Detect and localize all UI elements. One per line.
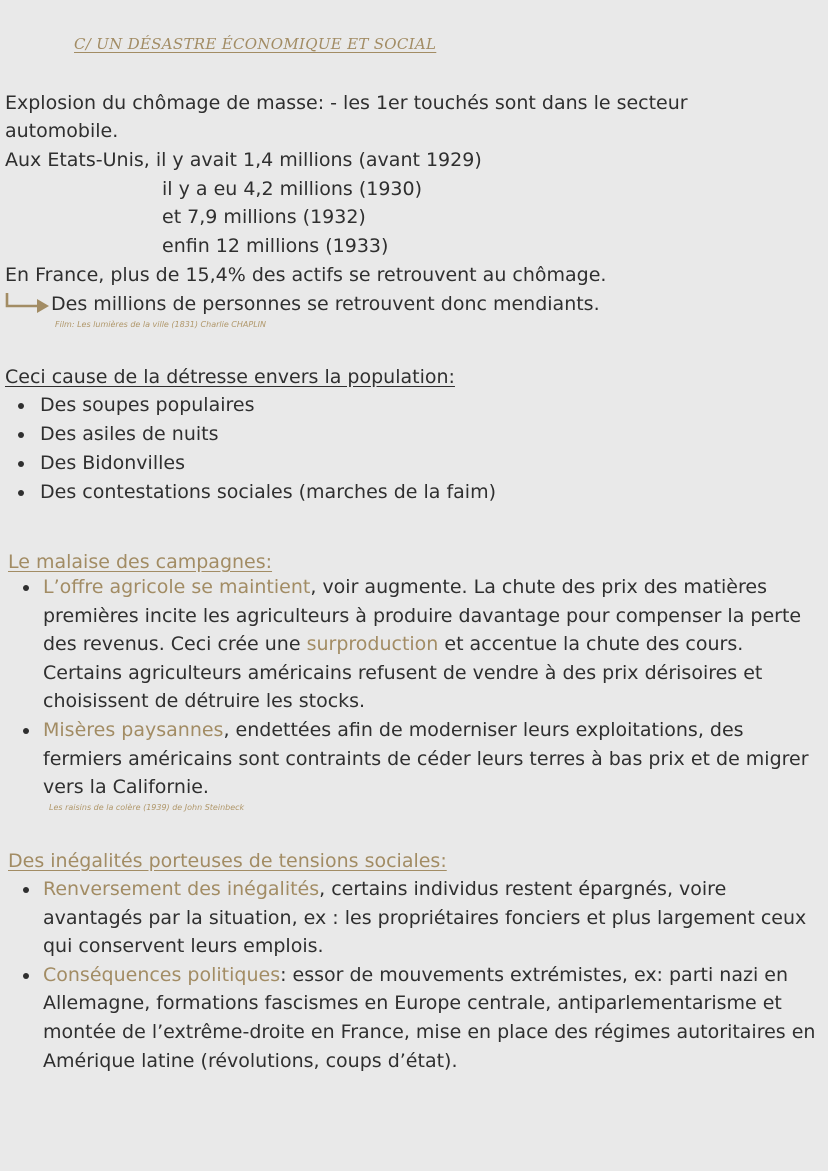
page-title: C/ UN DÉSASTRE ÉCONOMIQUE ET SOCIAL <box>74 35 437 53</box>
bullet-icon <box>23 973 29 979</box>
intro-line-1: Explosion du chômage de masse: - les 1er touchés sont dans le secteur <box>5 92 688 114</box>
inequalities-list <box>7 875 828 1075</box>
arrow-consequence <box>5 290 600 318</box>
campaigns-list <box>7 573 828 802</box>
campaigns-heading: Le malaise des campagnes: <box>8 551 273 573</box>
list-item: Des Bidonvilles <box>18 449 496 478</box>
list-item: Conséquences politiques: essor de mouvements extrémistes, ex: parti nazi en Allemagne, formations fascismes en Europe centrale, antiparlementarisme et montée de l’extrême-droite en France, mise en place des régimes autoritaires en Amérique latine (révolutions, coups d’état). <box>7 961 828 1075</box>
bullet-icon <box>18 461 24 467</box>
distress-heading: Ceci cause de la détresse envers la population: <box>5 366 455 388</box>
film-note: Film: Les lumières de la ville (1831) Charlie CHAPLIN <box>55 320 266 329</box>
intro-line-5: et 7,9 millions (1932) <box>162 206 366 228</box>
list-item: Renversement des inégalités, certains individus restent épargnés, voire avantagés par la situation, ex : les propriétaires fonciers et plus largement ceux qui conservent leurs emplois. <box>7 875 828 961</box>
bullet-icon <box>18 403 24 409</box>
intro-line-3: Aux Etats-Unis, il y avait 1,4 millions (avant 1929) <box>5 149 482 171</box>
bullet-icon <box>18 490 24 496</box>
list-item: L’offre agricole se maintient, voir augmente. La chute des prix des matières premières incite les agriculteurs à produire davantage pour compenser la perte des revenus. Ceci crée une surproduction et accentue la chute des cours. Certains agriculteurs américains refusent de vendre à des prix dérisoires et choisissent de détruire les stocks. <box>7 573 828 716</box>
bullet-icon <box>23 585 29 591</box>
distress-list <box>18 391 496 507</box>
intro-line-7: En France, plus de 15,4% des actifs se retrouvent au chômage. <box>5 264 607 286</box>
arrow-right-icon <box>5 292 49 314</box>
bullet-icon <box>23 728 29 734</box>
bullet-icon <box>18 432 24 438</box>
intro-line-6: enfin 12 millions (1933) <box>162 235 389 257</box>
list-item: Misères paysannes, endettées afin de moderniser leurs exploitations, des fermiers américains sont contraints de céder leurs terres à bas prix et de migrer vers la Californie. <box>7 716 828 802</box>
book-note: Les raisins de la colère (1939) de John Steinbeck <box>49 803 245 812</box>
list-item: Des soupes populaires <box>18 391 496 420</box>
intro-line-2: automobile. <box>5 120 119 142</box>
list-item: Des contestations sociales (marches de la faim) <box>18 478 496 507</box>
arrow-text: Des millions de personnes se retrouvent donc mendiants. <box>51 293 600 315</box>
list-item: Des asiles de nuits <box>18 420 496 449</box>
intro-line-4: il y a eu 4,2 millions (1930) <box>162 178 422 200</box>
inequalities-heading: Des inégalités porteuses de tensions sociales: <box>8 850 447 872</box>
bullet-icon <box>23 887 29 893</box>
